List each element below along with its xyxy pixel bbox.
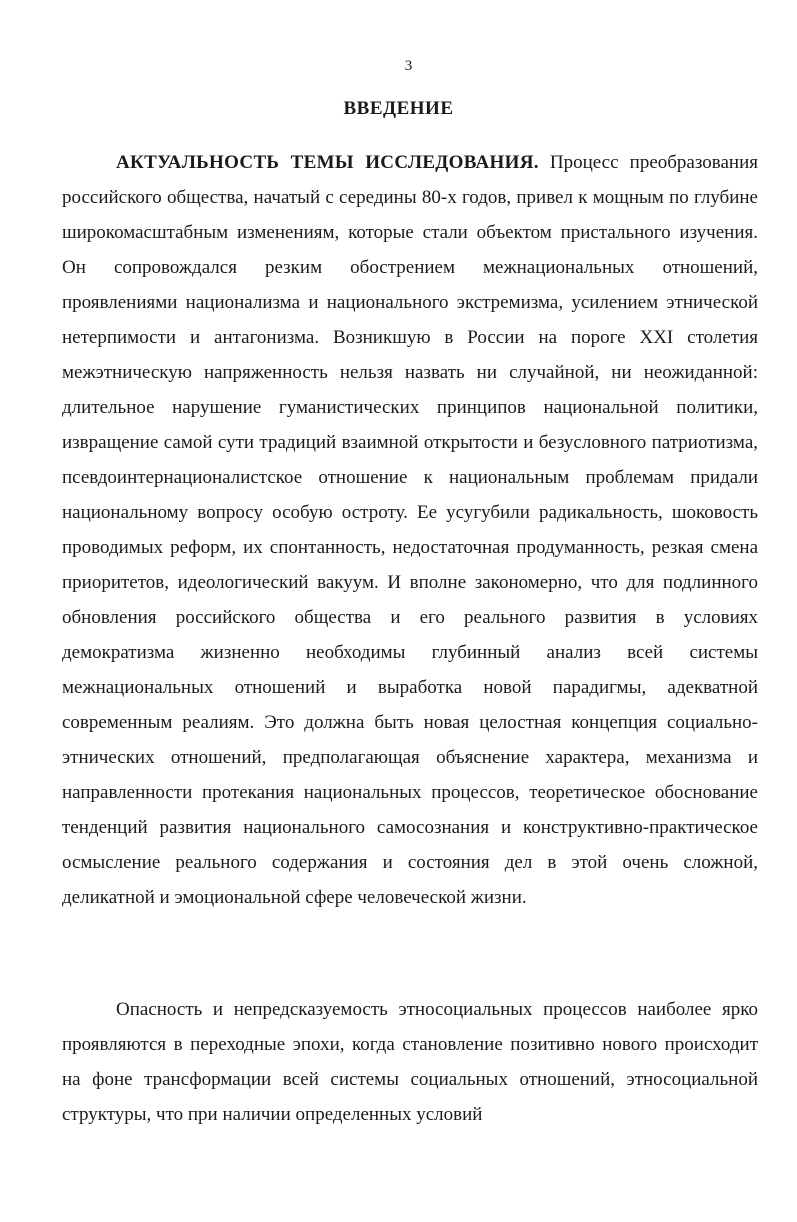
- paragraph-actuality: [62, 145, 758, 915]
- paragraph-lead-heading: АКТУАЛЬНОСТЬ ТЕМЫ ИССЛЕДОВАНИЯ.: [116, 152, 539, 173]
- paragraph-text: Опасность и непредсказуемость этносоциальных процессов наиболее ярко проявляются в переходные эпохи, когда становление позитивно нового происходит на фоне трансформации всей системы социальных отношений, этносоциальной структуры, что при наличии определенных условий: [62, 999, 758, 1125]
- paragraph-text: Процесс преобразования российского общества, начатый с середины 80-х годов, привел к мощным по глубине широкомасштабным изменениям, которые стали объектом пристального изучения. Он сопровождался резким обострением межнациональных отношений, проявлениями национализма и национального экстремизма, усилением этнической нетерпимости и антагонизма. Возникшую в России на пороге XXI столетия межэтническую напряженность нельзя назвать ни случайной, ни неожиданной: длительное нарушение гуманистических принципов национальной политики, извращение самой сути традиций взаимной открытости и безусловного патриотизма, псевдоинтернационалистское отношение к национальным проблемам придали национальному вопросу особую остроту. Ее усугубили радикальность, шоковость проводимых реформ, их спонтанность, недостаточная продуманность, резкая смена приоритетов, идеологический вакуум. И вполне закономерно, что для подлинного обновления российского общества и его реального развития в условиях демократизма жизненно необходимы глубинный анализ всей системы межнациональных отношений и выработка новой парадигмы, адекватной современным реалиям. Это должна быть новая целостная концепция социально-этнических отношений, предполагающая объяснение характера, механизма и направленности протекания национальных процессов, теоретическое обоснование тенденций развития национального самосознания и конструктивно-практическое осмысление реального содержания и состояния дел в этой очень сложной, деликатной и эмоциональной сфере человеческой жизни.: [62, 152, 758, 908]
- paragraph-danger: [62, 992, 758, 1132]
- page-title: ВВЕДЕНИЕ: [343, 98, 454, 119]
- page-number: 3: [404, 58, 413, 74]
